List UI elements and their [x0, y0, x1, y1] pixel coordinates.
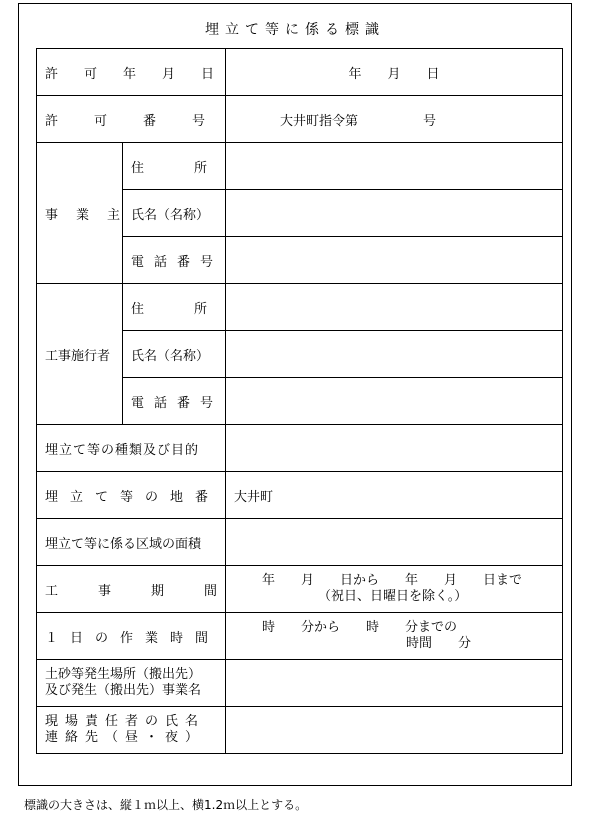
- hours-value: [226, 613, 563, 660]
- hours-value-line1: 時 分から 時 分までの: [262, 620, 458, 635]
- permit-date-label: 許可年月日: [37, 49, 226, 96]
- row-lot: [37, 472, 563, 519]
- row-period: [37, 566, 563, 613]
- lot-value: 大井町: [226, 472, 563, 519]
- row-hours: [37, 613, 563, 660]
- permit-number-label: 許可番号: [37, 96, 226, 143]
- source-label-line2: 及び発生（搬出先）事業名: [45, 683, 202, 698]
- lot-label: 埋立て等の地番: [37, 472, 226, 519]
- area-label: 埋立て等に係る区域の面積: [37, 519, 226, 566]
- type-purpose-value: [226, 425, 563, 472]
- permit-number-value: 大井町指令第 号: [226, 96, 563, 143]
- contractor-label: 工事施行者: [37, 284, 123, 425]
- area-value: [226, 519, 563, 566]
- row-permit-number: [37, 96, 563, 143]
- period-value-line2: （祝日、日曜日を除く。）: [318, 589, 468, 604]
- row-operator-address: [37, 143, 563, 190]
- hours-value-line2: 時間 分: [406, 636, 472, 651]
- contractor-phone-label: 電話番号: [123, 378, 226, 425]
- manager-label-line1: 現場責任者の氏名: [45, 714, 206, 729]
- contractor-name-label: 氏名（名称）: [123, 331, 226, 378]
- operator-name-label: 氏名（名称）: [123, 190, 226, 237]
- contractor-name-value: [226, 331, 563, 378]
- operator-phone-value: [226, 237, 563, 284]
- manager-label-line2: 連絡先（昼・夜）: [45, 730, 206, 745]
- hours-label: １日の作業時間: [37, 613, 226, 660]
- manager-value: [226, 707, 563, 754]
- sign-table: [36, 48, 563, 754]
- operator-label: 事業主: [37, 143, 123, 284]
- operator-phone-label: 電話番号: [123, 237, 226, 284]
- row-source: [37, 660, 563, 707]
- contractor-phone-value: [226, 378, 563, 425]
- contractor-address-label: 住所: [123, 284, 226, 331]
- operator-address-label: 住所: [123, 143, 226, 190]
- sign-title: 埋立て等に係る標識: [205, 22, 385, 38]
- type-purpose-label: 埋立て等の種類及び目的: [37, 425, 226, 472]
- footer-note: 標識の大きさは、縦１ｍ以上、横1.2ｍ以上とする。: [24, 798, 308, 812]
- source-value: [226, 660, 563, 707]
- operator-address-value: [226, 143, 563, 190]
- row-permit-date: [37, 49, 563, 96]
- source-label-line1: 土砂等発生場所（搬出先）: [45, 667, 202, 682]
- period-value-line1: 年 月 日から 年 月 日まで: [262, 573, 523, 588]
- row-type-purpose: [37, 425, 563, 472]
- manager-label: [37, 707, 226, 754]
- row-manager: [37, 707, 563, 754]
- contractor-address-value: [226, 284, 563, 331]
- source-label: [37, 660, 226, 707]
- period-value: [226, 566, 563, 613]
- sign-frame: [18, 3, 572, 786]
- period-label: 工事期間: [37, 566, 226, 613]
- row-contractor-address: [37, 284, 563, 331]
- permit-date-value: 年 月 日: [226, 49, 563, 96]
- row-area: [37, 519, 563, 566]
- operator-name-value: [226, 190, 563, 237]
